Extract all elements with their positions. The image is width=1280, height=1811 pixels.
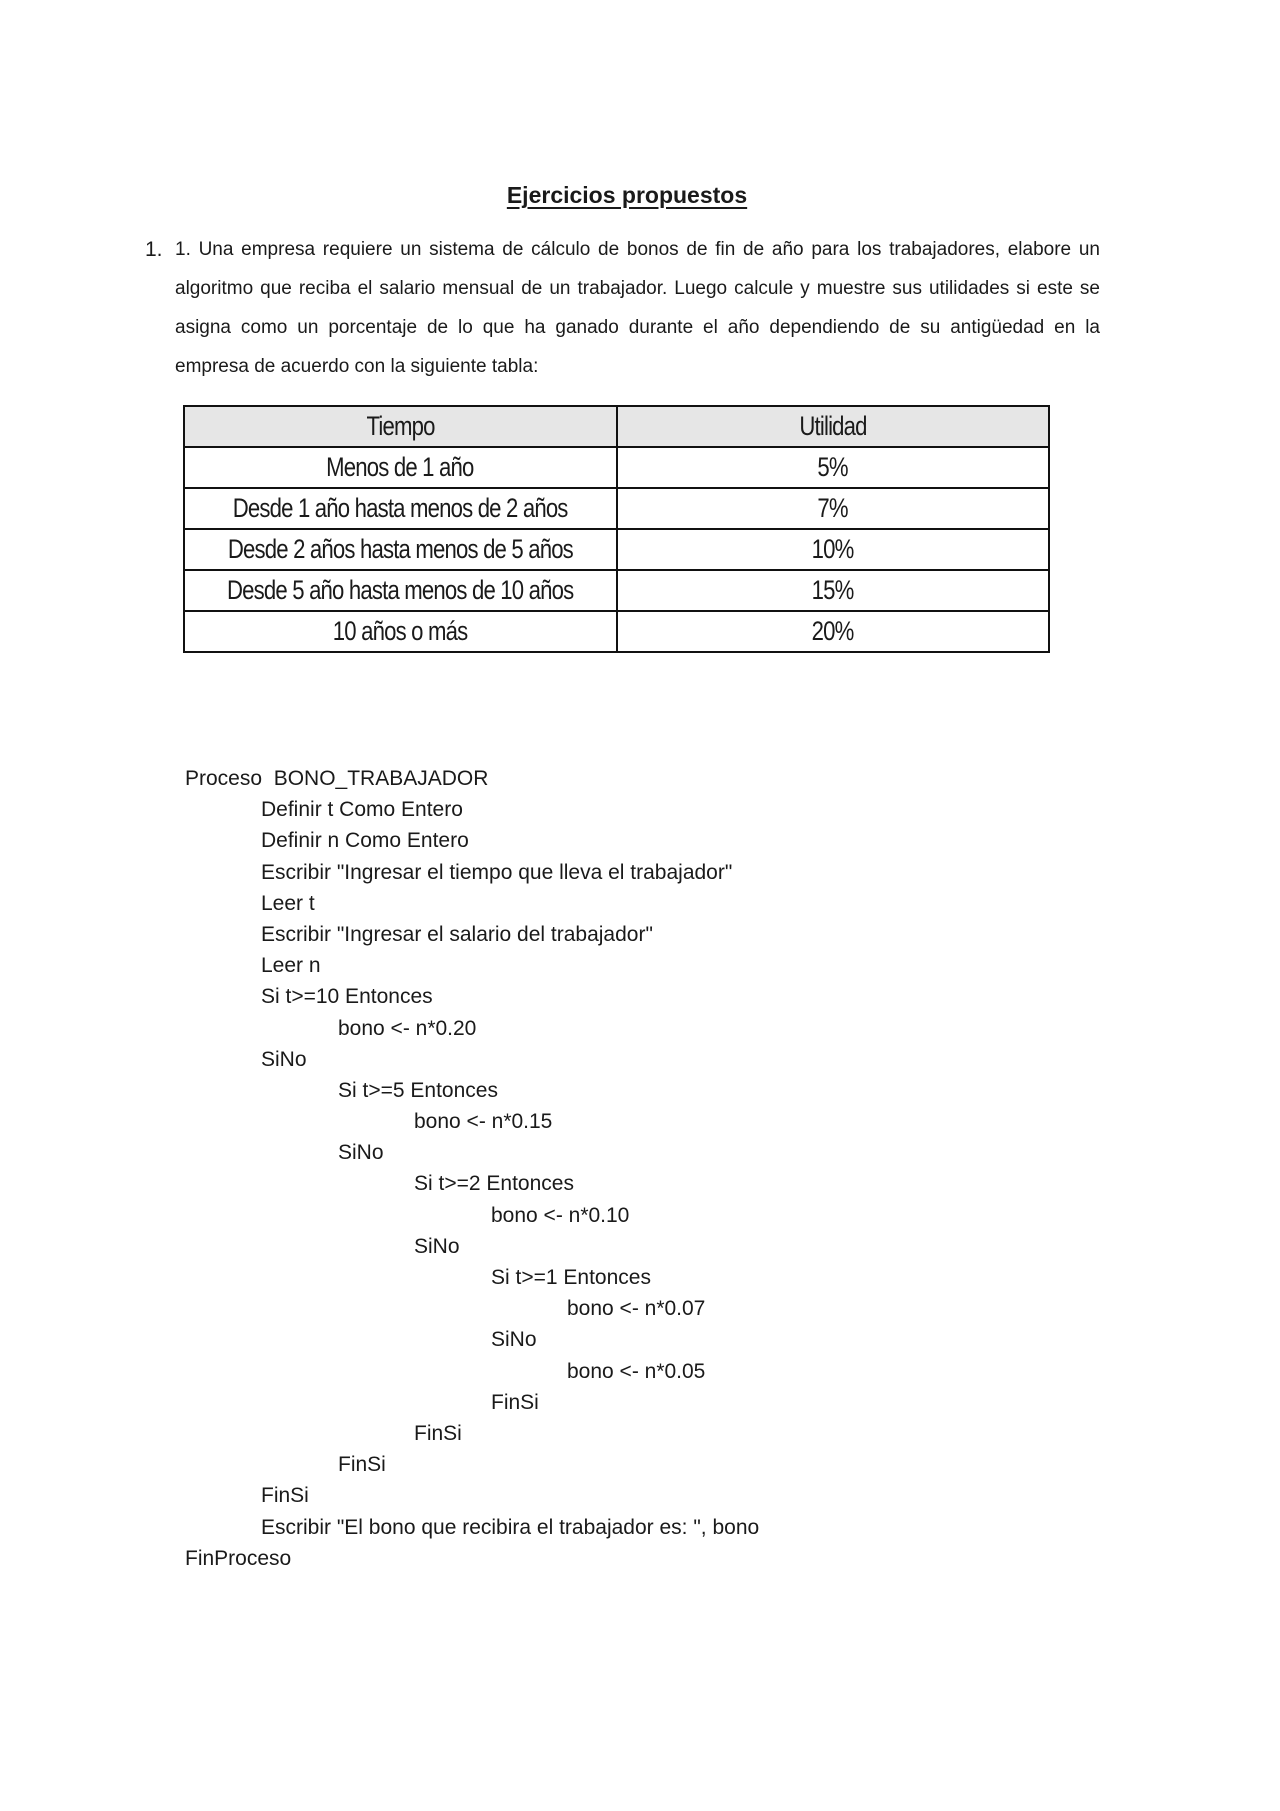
pseudocode-block (185, 763, 759, 1574)
code-line: Leer n (261, 954, 321, 978)
code-line: FinSi (414, 1421, 462, 1445)
code-line: Si t>=5 Entonces (338, 1078, 498, 1102)
code-line: bono <- n*0.20 (338, 1016, 477, 1040)
bonus-table (183, 405, 1050, 653)
table-row (184, 611, 1049, 652)
table-cell: 15% (617, 570, 1050, 611)
code-line: bono <- n*0.10 (491, 1203, 630, 1227)
code-line: FinProceso (185, 1546, 292, 1570)
table-header-row (184, 406, 1049, 447)
table-cell: Menos de 1 año (184, 447, 617, 488)
table-row (184, 488, 1049, 529)
code-line: bono <- n*0.15 (414, 1110, 553, 1134)
code-line: Escribir "Ingresar el tiempo que lleva el trabajador" (261, 860, 733, 884)
code-line: SiNo (414, 1234, 460, 1258)
code-line: SiNo (261, 1047, 307, 1071)
code-line: Si t>=1 Entonces (491, 1266, 651, 1289)
code-line: Si t>=2 Entonces (414, 1172, 574, 1196)
table-cell: 10 años o más (184, 611, 617, 652)
table-cell: 10% (617, 529, 1050, 570)
table-cell: Desde 1 año hasta menos de 2 años (184, 488, 617, 529)
table-cell: Desde 2 años hasta menos de 5 años (184, 529, 617, 570)
code-line: FinSi (261, 1484, 309, 1508)
code-line: bono <- n*0.07 (567, 1297, 706, 1321)
table-cell: 7% (617, 488, 1050, 529)
code-line: Si t>=10 Entonces (261, 985, 433, 1009)
exercise-number: 1. (145, 238, 163, 261)
table-header-cell: Utilidad (617, 406, 1050, 447)
code-line: SiNo (491, 1328, 537, 1352)
table-row (184, 529, 1049, 570)
code-line: FinSi (338, 1453, 386, 1477)
table-row (184, 447, 1049, 488)
table-cell: 20% (617, 611, 1050, 652)
code-line: Definir t Como Entero (261, 798, 463, 822)
exercise-item (145, 230, 1100, 386)
code-line: Escribir "Ingresar el salario del trabajador" (261, 922, 653, 946)
exercise-statement: 1. Una empresa requiere un sistema de cálculo de bonos de fin de año para los trabajadores, elabore un algoritmo que reciba el salario mensual de un trabajador. Luego calcule y muestre sus utilidades si este se asigna como un porcentaje de lo que ha ganado durante el año dependiendo de su antigüedad en la empresa de acuerdo con la siguiente tabla: (175, 239, 1100, 377)
table-cell: Desde 5 año hasta menos de 10 años (184, 570, 617, 611)
code-line: Escribir "El bono que recibira el trabajador es: ", bono (261, 1515, 760, 1539)
code-line: FinSi (491, 1390, 539, 1414)
code-line: Proceso BONO_TRABAJADOR (185, 767, 489, 790)
code-line: bono <- n*0.05 (567, 1359, 706, 1383)
table-header-cell: Tiempo (184, 406, 617, 447)
page-title: Ejercicios propuestos (506, 182, 748, 208)
code-line: Definir n Como Entero (261, 829, 469, 853)
code-line: SiNo (338, 1141, 384, 1165)
code-line: Leer t (261, 891, 315, 915)
table-row (184, 570, 1049, 611)
table-cell: 5% (617, 447, 1050, 488)
